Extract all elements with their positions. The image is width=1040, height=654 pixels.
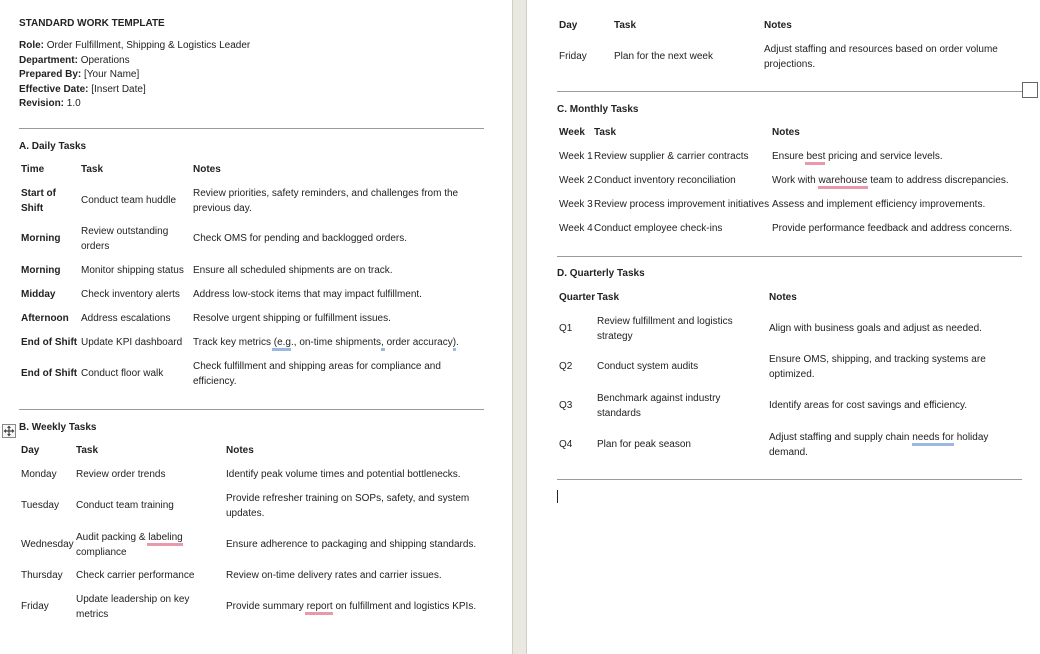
section-divider [557, 91, 1023, 92]
daily-notes: Review priorities, safety reminders, and challenges from the previous day. [193, 188, 459, 214]
weekly-col-notes: Notes [226, 445, 254, 456]
weekly-task: Conduct team training [76, 500, 174, 511]
daily-col-notes: Notes [193, 164, 221, 175]
daily-notes: Address low-stock items that may impact fulfillment. [193, 289, 422, 300]
section-divider [557, 256, 1022, 257]
weekly-col-task: Task [614, 20, 637, 31]
text-cursor [557, 490, 558, 503]
weekly-col-day: Day [21, 445, 40, 456]
quarterly-q: Q2 [559, 361, 573, 372]
daily-task: Review outstanding orders [81, 226, 169, 252]
daily-time: Afternoon [21, 313, 69, 324]
quarterly-q: Q4 [559, 439, 573, 450]
weekly-task: Plan for the next week [614, 51, 713, 62]
weekly-notes: Identify peak volume times and potential bottlenecks. [226, 469, 461, 480]
monthly-col-task: Task [594, 127, 617, 138]
section-divider [19, 128, 484, 129]
document-page-left[interactable] [0, 0, 512, 654]
quarterly-q: Q3 [559, 400, 573, 411]
quarterly-col-notes: Notes [769, 292, 797, 303]
weekly-task: Update leadership on key metrics [76, 594, 190, 620]
meta-prepared-by: Prepared By: [Your Name] [19, 69, 140, 80]
weekly-task: Review order trends [76, 469, 166, 480]
monthly-week: Week 4 [559, 223, 593, 234]
monthly-week: Week 1 [559, 151, 593, 162]
daily-task: Update KPI dashboard [81, 337, 183, 348]
weekly-notes: Ensure adherence to packaging and shipping standards. [226, 539, 477, 550]
weekly-day: Thursday [21, 570, 63, 581]
move-arrows-icon [3, 425, 15, 437]
weekly-notes: Review on-time delivery rates and carrier issues. [226, 570, 442, 581]
weekly-day: Wednesday [21, 539, 74, 550]
daily-task: Address escalations [81, 313, 171, 324]
quarterly-notes: Align with business goals and adjust as needed. [769, 323, 982, 334]
monthly-heading: C. Monthly Tasks [557, 104, 639, 115]
spelling-mark [305, 612, 333, 615]
daily-time: Midday [21, 289, 56, 300]
grammar-mark [381, 348, 385, 351]
weekly-day: Friday [559, 51, 587, 62]
daily-heading: A. Daily Tasks [19, 141, 87, 152]
daily-task: Conduct floor walk [81, 368, 164, 379]
daily-notes: Check OMS for pending and backlogged orders. [193, 233, 408, 244]
daily-notes: Ensure all scheduled shipments are on track. [193, 265, 393, 276]
quarterly-task: Plan for peak season [597, 439, 691, 450]
table-move-handle[interactable] [2, 424, 16, 438]
weekly-day: Tuesday [21, 500, 59, 511]
monthly-notes: Work with warehouse team to address discrepancies. [772, 175, 1009, 186]
monthly-task: Conduct inventory reconciliation [594, 175, 736, 186]
daily-notes: Check fulfillment and shipping areas for compliance and efficiency. [193, 361, 441, 387]
monthly-week: Week 2 [559, 175, 593, 186]
spelling-mark [147, 543, 183, 546]
weekly-day: Monday [21, 469, 57, 480]
weekly-notes: Adjust staffing and resources based on order volume projections. [764, 44, 998, 70]
spelling-mark [818, 186, 868, 189]
monthly-task: Review process improvement initiatives [594, 199, 770, 210]
section-divider [557, 479, 1022, 480]
daily-col-task: Task [81, 164, 104, 175]
daily-notes: Resolve urgent shipping or fulfillment issues. [193, 313, 391, 324]
monthly-week: Week 3 [559, 199, 593, 210]
daily-time: End of Shift [21, 368, 78, 379]
weekly-task: Audit packing & labeling compliance [76, 532, 183, 558]
quarterly-notes: Adjust staffing and supply chain needs for holiday demand. [769, 432, 989, 458]
monthly-task: Review supplier & carrier contracts [594, 151, 749, 162]
quarterly-task: Benchmark against industry standards [597, 393, 721, 419]
quarterly-task: Review fulfillment and logistics strategy [597, 316, 733, 342]
weekly-task: Check carrier performance [76, 570, 195, 581]
document-page-right[interactable] [527, 0, 1040, 654]
quarterly-notes: Identify areas for cost savings and efficiency. [769, 400, 968, 411]
quarterly-q: Q1 [559, 323, 573, 334]
daily-task: Conduct team huddle [81, 195, 177, 206]
meta-role: Role: Order Fulfillment, Shipping & Logistics Leader [19, 40, 251, 51]
page-gutter [512, 0, 527, 654]
monthly-col-notes: Notes [772, 127, 800, 138]
daily-time: Start of Shift [21, 188, 56, 214]
daily-notes: Track key metrics (e.g., on-time shipments, order accuracy). [193, 337, 459, 348]
daily-col-time: Time [21, 164, 45, 175]
daily-time: Morning [21, 265, 61, 276]
square-handle-icon[interactable] [1022, 82, 1038, 98]
weekly-day: Friday [21, 601, 49, 612]
meta-revision: Revision: 1.0 [19, 98, 81, 109]
weekly-notes: Provide summary report on fulfillment and logistics KPIs. [226, 601, 477, 612]
meta-effective-date: Effective Date: [Insert Date] [19, 84, 146, 95]
section-divider [19, 409, 484, 410]
weekly-col-day: Day [559, 20, 578, 31]
monthly-notes: Assess and implement efficiency improvements. [772, 199, 986, 210]
weekly-heading: B. Weekly Tasks [19, 422, 97, 433]
weekly-col-notes: Notes [764, 20, 792, 31]
weekly-col-task: Task [76, 445, 99, 456]
grammar-mark [912, 443, 954, 446]
quarterly-col-quarter: Quarter [559, 292, 596, 303]
quarterly-task: Conduct system audits [597, 361, 699, 372]
quarterly-col-task: Task [597, 292, 620, 303]
spelling-mark [805, 162, 825, 165]
monthly-notes: Provide performance feedback and address concerns. [772, 223, 1013, 234]
monthly-notes: Ensure best pricing and service levels. [772, 151, 943, 162]
daily-task: Check inventory alerts [81, 289, 180, 300]
daily-time: End of Shift [21, 337, 78, 348]
meta-department: Department: Operations [19, 55, 130, 66]
document-title: STANDARD WORK TEMPLATE [19, 18, 165, 29]
monthly-col-week: Week [559, 127, 585, 138]
grammar-mark [272, 348, 291, 351]
quarterly-notes: Ensure OMS, shipping, and tracking systems are optimized. [769, 354, 986, 380]
grammar-mark [453, 348, 456, 351]
weekly-notes: Provide refresher training on SOPs, safety, and system updates. [226, 493, 470, 519]
monthly-task: Conduct employee check-ins [594, 223, 723, 234]
quarterly-heading: D. Quarterly Tasks [557, 268, 645, 279]
daily-task: Monitor shipping status [81, 265, 184, 276]
daily-time: Morning [21, 233, 61, 244]
